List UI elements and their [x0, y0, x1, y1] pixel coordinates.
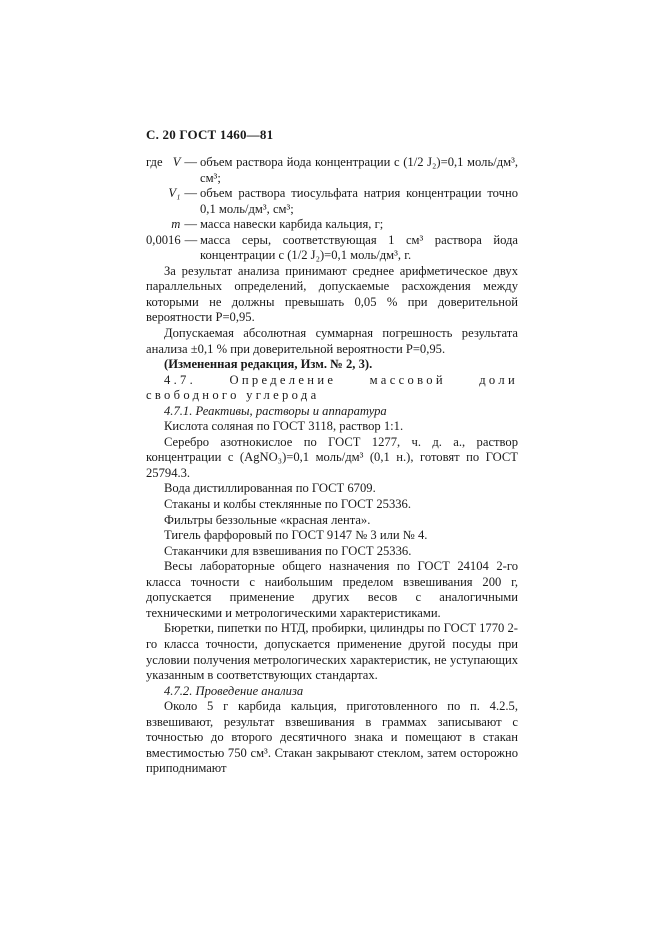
definition-dash: — — [184, 232, 198, 247]
definition-item — [146, 186, 518, 217]
paragraph: Стаканчики для взвешивания по ГОСТ 25336. — [164, 543, 412, 558]
definition-dash: — — [184, 155, 197, 169]
subsection-heading: 4.7.2. Проведение анализа — [164, 683, 304, 698]
definition-dash: — — [184, 217, 197, 232]
definition-text: масса навески карбида кальция, г; — [200, 217, 384, 232]
definition-text: объем раствора йода концентрации c (1/2 J₂)=0,1 моль/дм³, см³; — [200, 155, 518, 185]
definition-text: объем раствора тиосульфата натрия концентрации точно 0,1 моль/дм³, см³; — [200, 186, 518, 216]
definitions-intro: где — [146, 155, 163, 169]
paragraph: Допускаемая абсолютная суммарная погрешность результата анализа ±0,1 % при доверительной вероятности P=0,95. — [146, 326, 518, 356]
definition-item — [146, 217, 518, 233]
subsection-heading: 4.7.1. Реактивы, растворы и аппаратура — [164, 403, 387, 418]
paragraph: Серебро азотнокислое по ГОСТ 1277, ч. д. а., раствор концентрации c (AgNO₃)=0,1 моль/дм³ (0,1 н.), готовят по ГОСТ 25794.3. — [146, 434, 518, 480]
paragraph: Около 5 г карбида кальция, приготовленного по п. 4.2.5, взвешивают, результат взвешивания в граммах записывают с точностью до второго десятичного знака и помещают в стакан вместимостью 750 см³. Стакан закрывают стеклом, затем осторожно приподнимают — [146, 699, 518, 776]
body-text — [146, 155, 518, 777]
definitions-list — [146, 155, 518, 264]
paragraph: Кислота соляная по ГОСТ 3118, раствор 1:1. — [164, 419, 404, 434]
paragraph: Вода дистиллированная по ГОСТ 6709. — [164, 481, 376, 496]
definition-item — [146, 233, 518, 264]
paragraph: Фильтры беззольные «красная лента». — [164, 512, 371, 527]
definition-text: масса серы, соответствующая 1 см³ раствора йода концентрации c (1/2 J₂)=0,1 моль/дм³, г. — [200, 232, 518, 263]
definition-symbol: m — [171, 217, 181, 232]
section-heading: 4.7. Определение массовой доли свободного углерода — [146, 372, 518, 403]
paragraph: Тигель фарфоровый по ГОСТ 9147 № 3 или № 4. — [164, 528, 428, 543]
definition-dash: — — [184, 186, 197, 201]
definition-symbol: V — [172, 155, 181, 169]
paragraph: За результат анализа принимают среднее арифметическое двух параллельных определений, допускаемые расхождения между которыми не должны превышать 0,05 % при доверительной вероятности P=0,95. — [146, 263, 518, 325]
definition-item — [146, 155, 518, 186]
paragraph: Стаканы и колбы стеклянные по ГОСТ 25336. — [164, 497, 411, 512]
definition-symbol: 0,0016 — [146, 232, 181, 247]
page-header: С. 20 ГОСТ 1460—81 — [146, 127, 274, 142]
paragraph: Весы лабораторные общего назначения по ГОСТ 24104 2-го класса точности с наибольшим пределом взвешивания 200 г, допускается применение других весов с аналогичными техническими и метрологическими характеристиками. — [146, 559, 518, 620]
paragraph: Бюретки, пипетки по НТД, пробирки, цилиндры по ГОСТ 1770 2-го класса точности, допускается применение другой посуды при условии получения метрологических характеристик, не уступающих указанным в соответствующих стандартах. — [146, 621, 518, 683]
definition-symbol: V₁ — [168, 186, 181, 201]
amendment-note: (Измененная редакция, Изм. № 2, 3). — [164, 357, 373, 372]
